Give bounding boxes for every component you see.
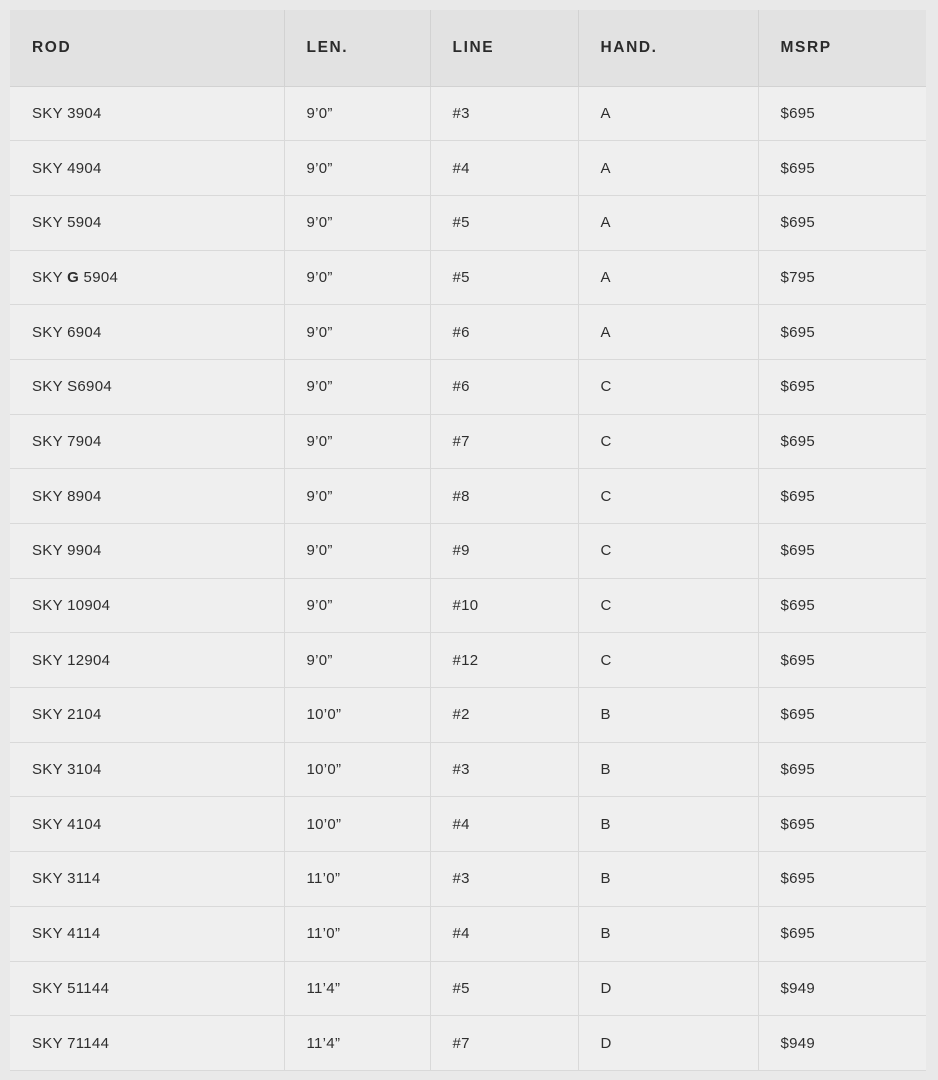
- cell-hand: A: [578, 86, 758, 141]
- cell-hand: A: [578, 195, 758, 250]
- cell-rod: SKY 9904: [10, 524, 284, 579]
- cell-rod: SKY G 5904: [10, 250, 284, 305]
- cell-hand: C: [578, 524, 758, 579]
- table-row: [10, 469, 926, 524]
- cell-len: 9’0”: [284, 250, 430, 305]
- cell-line: #9: [430, 524, 578, 579]
- table-row: [10, 742, 926, 797]
- cell-line: #8: [430, 469, 578, 524]
- rod-spec-table: [10, 10, 926, 1071]
- cell-msrp: $695: [758, 633, 926, 688]
- cell-len: 9’0”: [284, 305, 430, 360]
- cell-len: 10’0”: [284, 742, 430, 797]
- cell-hand: B: [578, 742, 758, 797]
- cell-msrp: $695: [758, 86, 926, 141]
- cell-rod: SKY 10904: [10, 578, 284, 633]
- cell-msrp: $695: [758, 195, 926, 250]
- table-header: [10, 10, 926, 86]
- table-row: [10, 906, 926, 961]
- table-row: [10, 1016, 926, 1071]
- cell-msrp: $949: [758, 961, 926, 1016]
- cell-msrp: $695: [758, 852, 926, 907]
- cell-msrp: $695: [758, 305, 926, 360]
- cell-msrp: $695: [758, 524, 926, 579]
- cell-msrp: $695: [758, 359, 926, 414]
- cell-len: 11’0”: [284, 906, 430, 961]
- column-header-msrp: MSRP: [758, 10, 926, 86]
- cell-hand: B: [578, 797, 758, 852]
- cell-len: 9’0”: [284, 359, 430, 414]
- column-header-len: LEN.: [284, 10, 430, 86]
- cell-msrp: $695: [758, 742, 926, 797]
- table-row: [10, 86, 926, 141]
- cell-hand: B: [578, 906, 758, 961]
- table-body: [10, 86, 926, 1070]
- cell-msrp: $695: [758, 797, 926, 852]
- cell-hand: D: [578, 1016, 758, 1071]
- cell-len: 9’0”: [284, 578, 430, 633]
- cell-rod: SKY 12904: [10, 633, 284, 688]
- cell-rod: SKY S6904: [10, 359, 284, 414]
- cell-hand: A: [578, 141, 758, 196]
- cell-line: #5: [430, 195, 578, 250]
- cell-hand: A: [578, 305, 758, 360]
- table-row: [10, 633, 926, 688]
- cell-msrp: $795: [758, 250, 926, 305]
- table-row: [10, 195, 926, 250]
- cell-len: 9’0”: [284, 524, 430, 579]
- cell-line: #7: [430, 1016, 578, 1071]
- cell-hand: C: [578, 469, 758, 524]
- cell-hand: D: [578, 961, 758, 1016]
- cell-rod: SKY 5904: [10, 195, 284, 250]
- table-row: [10, 414, 926, 469]
- table-row: [10, 688, 926, 743]
- cell-line: #5: [430, 250, 578, 305]
- column-header-line: LINE: [430, 10, 578, 86]
- cell-rod: SKY 4904: [10, 141, 284, 196]
- cell-msrp: $695: [758, 414, 926, 469]
- cell-len: 9’0”: [284, 141, 430, 196]
- cell-line: #6: [430, 359, 578, 414]
- cell-len: 11’4”: [284, 961, 430, 1016]
- cell-len: 11’0”: [284, 852, 430, 907]
- cell-len: 10’0”: [284, 688, 430, 743]
- cell-len: 11’4”: [284, 1016, 430, 1071]
- cell-msrp: $695: [758, 469, 926, 524]
- cell-rod: SKY 3104: [10, 742, 284, 797]
- cell-rod: SKY 6904: [10, 305, 284, 360]
- cell-msrp: $949: [758, 1016, 926, 1071]
- cell-hand: C: [578, 633, 758, 688]
- cell-line: #3: [430, 852, 578, 907]
- cell-rod: SKY 2104: [10, 688, 284, 743]
- table-row: [10, 578, 926, 633]
- table-row: [10, 797, 926, 852]
- cell-line: #12: [430, 633, 578, 688]
- cell-line: #3: [430, 742, 578, 797]
- cell-msrp: $695: [758, 688, 926, 743]
- table-row: [10, 141, 926, 196]
- cell-hand: A: [578, 250, 758, 305]
- cell-hand: B: [578, 688, 758, 743]
- cell-rod: SKY 3114: [10, 852, 284, 907]
- cell-len: 9’0”: [284, 633, 430, 688]
- cell-len: 9’0”: [284, 195, 430, 250]
- column-header-hand: HAND.: [578, 10, 758, 86]
- cell-line: #4: [430, 797, 578, 852]
- cell-rod: SKY 4114: [10, 906, 284, 961]
- cell-line: #3: [430, 86, 578, 141]
- cell-rod: SKY 7904: [10, 414, 284, 469]
- cell-line: #10: [430, 578, 578, 633]
- cell-hand: C: [578, 414, 758, 469]
- cell-len: 9’0”: [284, 469, 430, 524]
- table-header-row: [10, 10, 926, 86]
- cell-hand: C: [578, 578, 758, 633]
- table-row: [10, 852, 926, 907]
- cell-rod: SKY 51144: [10, 961, 284, 1016]
- cell-rod: SKY 8904: [10, 469, 284, 524]
- table-row: [10, 524, 926, 579]
- cell-line: #4: [430, 906, 578, 961]
- table-row: [10, 250, 926, 305]
- cell-line: #6: [430, 305, 578, 360]
- cell-line: #5: [430, 961, 578, 1016]
- table-row: [10, 961, 926, 1016]
- cell-line: #4: [430, 141, 578, 196]
- cell-rod: SKY 3904: [10, 86, 284, 141]
- cell-msrp: $695: [758, 578, 926, 633]
- cell-rod: SKY 71144: [10, 1016, 284, 1071]
- table-row: [10, 305, 926, 360]
- cell-len: 9’0”: [284, 86, 430, 141]
- cell-hand: B: [578, 852, 758, 907]
- column-header-rod: ROD: [10, 10, 284, 86]
- cell-len: 9’0”: [284, 414, 430, 469]
- cell-line: #7: [430, 414, 578, 469]
- cell-msrp: $695: [758, 141, 926, 196]
- cell-hand: C: [578, 359, 758, 414]
- cell-len: 10’0”: [284, 797, 430, 852]
- table-row: [10, 359, 926, 414]
- cell-rod: SKY 4104: [10, 797, 284, 852]
- cell-msrp: $695: [758, 906, 926, 961]
- cell-line: #2: [430, 688, 578, 743]
